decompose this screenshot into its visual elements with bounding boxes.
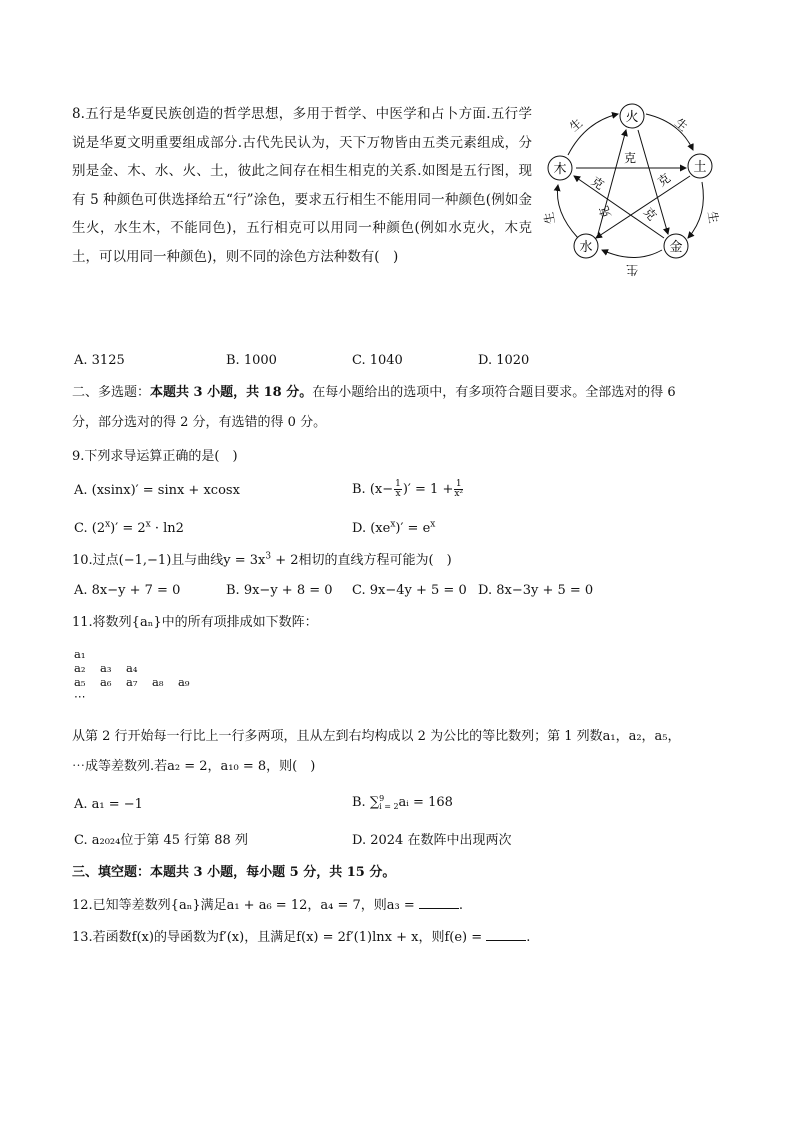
q9-stem: 9.下列求导运算正确的是( ) <box>72 449 238 464</box>
ke-label: 克 <box>655 170 673 190</box>
ke-label: 克 <box>640 204 660 224</box>
q10-option-c: C. 9x−4y + 5 = 0 <box>352 583 467 598</box>
svg-text:金: 金 <box>669 240 683 255</box>
q10-stem: 10.过点(−1,−1)且与曲线$y = 3x^3 + 2$相切的直线方程可能为( ) <box>72 551 452 568</box>
q11-option-a: A. a₁ = −1 <box>74 797 143 812</box>
sheng-label: 生 <box>672 115 691 135</box>
q9-option-b: B. (x− $\frac{1}{x}$ )′ = 1 + $\frac{1}{\text{x²}}$ <box>352 479 464 499</box>
matrix-ellipsis: ⋯ <box>74 689 86 703</box>
q11-stem: 11.将数列{aₙ}中的所有项排成如下数阵： <box>72 615 318 630</box>
svg-text:水: 水 <box>579 240 593 255</box>
q9-option-a: A. (xsinx)′ = sinx + xcosx <box>74 483 240 498</box>
q12-stem: 12.已知等差数列{aₙ}满足a₁ + a₆ = 12，a₄ = 7，则a₃ = . <box>72 898 464 913</box>
earth-node <box>688 154 712 178</box>
section2-heading-line2: 分，部分选对的得 2 分，有选错的得 0 分。 <box>72 415 327 430</box>
matrix-row: a₁ <box>74 647 86 661</box>
svg-text:土: 土 <box>693 160 707 175</box>
q11-description-1: 从第 2 行开始每一行比上一行多两项，且从左到右均构成以 2 为公比的等比数列；第 1 列数a₁，a₂，a₅， <box>72 729 681 744</box>
water-node <box>574 234 598 258</box>
q11-option-b: B. ∑ 9 i = 2 aᵢ = 168 <box>352 793 453 811</box>
ke-label: 克 <box>596 204 614 221</box>
q13-answer-blank[interactable] <box>486 928 526 941</box>
wuxing-diagram <box>540 100 730 285</box>
q13-stem: 13.若函数f(x)的导函数为f′(x)，且满足f(x) = 2f′(1)lnx + x，则f(e) = . <box>72 930 531 945</box>
wood-node <box>548 156 572 180</box>
ke-label: 克 <box>588 173 607 193</box>
sheng-label: 生 <box>541 210 558 226</box>
q9-option-c: C. $(2^x)' = 2^x \cdot \ln 2$ <box>74 519 184 536</box>
q11-option-d: D. 2024 在数阵中出现两次 <box>352 833 512 848</box>
q11-description-2: ⋯成等差数列.若a₂ = 2，a₁₀ = 8，则( ) <box>72 759 316 774</box>
fire-node <box>620 104 644 128</box>
svg-text:木: 木 <box>553 162 567 177</box>
matrix-row: a₂ a₃ a₄ <box>74 661 138 675</box>
sheng-label: 生 <box>566 115 586 135</box>
matrix-row: a₅ a₆ a₇ a₈ a₉ <box>74 675 190 689</box>
q8-option-c: C. 1040 <box>352 353 403 368</box>
metal-node <box>664 234 688 258</box>
q11-option-c: C. a₂₀₂₄位于第 45 行第 88 列 <box>74 833 248 848</box>
section2-heading: 二、多选题：本题共 3 小题，共 18 分。在每小题给出的选项中，有多项符合题目要求。全部选对的得 6 <box>72 385 676 400</box>
q10-option-a: A. 8x−y + 7 = 0 <box>74 583 181 598</box>
ke-label: 克 <box>624 151 637 165</box>
q10-option-b: B. 9x−y + 8 = 0 <box>226 583 333 598</box>
q9-option-d: D. $(xe^x)' = e^x$ <box>352 519 436 536</box>
q8-option-d: D. 1020 <box>478 353 530 368</box>
sheng-label: 生 <box>705 210 721 225</box>
q8-stem: 8.五行是华夏民族创造的哲学思想，多用于哲学、中医学和占卜方面.五行学说是华夏文明重要组成部分.古代先民认为，天下万物皆由五类元素组成，分别是金、木、水、火、土，彼此之间存在相生相克的关系.如图是五行图，现有 5 种颜色可供选择给五“行”涂色，要求五行相生不能用同一种颜色(例如金生火，水生木，不能同色)，五行相克可以用同一种颜色(例如水克火，木克土，可以用同一种颜色)，则不同的涂色方法种数有( ) <box>72 106 532 265</box>
q8-option-b: B. 1000 <box>226 353 277 368</box>
q11-matrix <box>74 647 204 703</box>
q12-answer-blank[interactable] <box>419 896 459 909</box>
section3-heading: 三、填空题：本题共 3 小题，每小题 5 分，共 15 分。 <box>72 865 396 880</box>
sheng-label: 生 <box>625 263 638 277</box>
q8-option-a: A. 3125 <box>74 353 125 368</box>
svg-text:火: 火 <box>625 110 639 125</box>
q10-option-d: D. 8x−3y + 5 = 0 <box>478 583 594 598</box>
